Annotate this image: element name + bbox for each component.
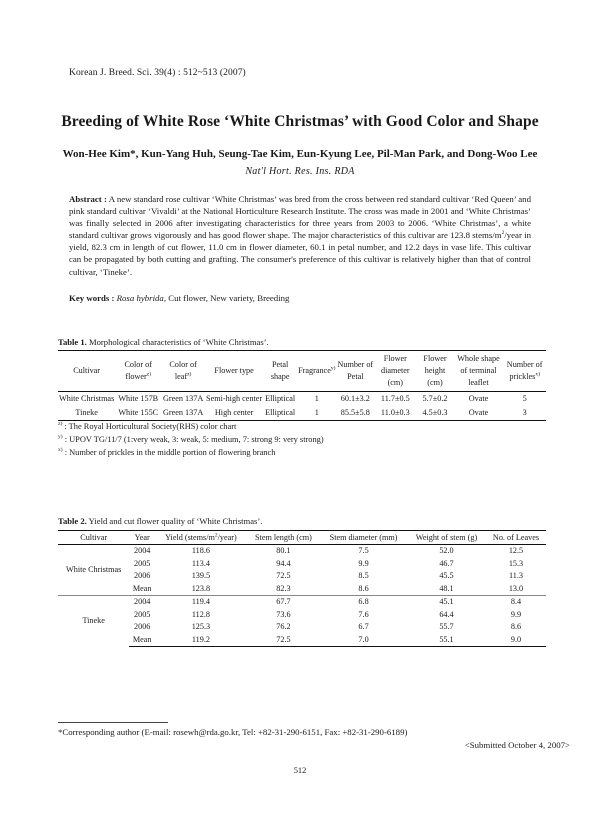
t2-col-cultivar: Cultivar	[58, 531, 129, 545]
table-cell: 6.8	[320, 596, 407, 609]
table-row	[58, 583, 546, 596]
t2-col-yield-sup: 2	[214, 532, 218, 539]
table-cell: 46.7	[439, 558, 454, 568]
t1-note-mark-x: x)	[535, 371, 540, 378]
table2-header-row	[58, 531, 546, 545]
table-cell: 45.5	[439, 571, 454, 580]
table-cell: Mean	[129, 634, 155, 647]
table-cell: Tineke	[75, 408, 98, 417]
t1-col-fragrance	[297, 351, 336, 392]
table-cell: 1	[314, 394, 319, 403]
table-cell: 2006	[134, 622, 151, 631]
keywords-label: Key words :	[69, 293, 115, 303]
table-cell: 12.5	[508, 546, 524, 555]
table-cell: 7.6	[358, 609, 369, 619]
group-label: White Christmas	[66, 564, 122, 574]
t2-col-stem-length: Stem length (cm)	[247, 531, 320, 545]
table-cell: 9.0	[486, 634, 546, 647]
yield-quality-table	[58, 530, 546, 647]
t1-note-mark-z2: z)	[187, 371, 192, 378]
table-cell: 7.5	[358, 546, 369, 555]
table2-caption	[58, 516, 262, 526]
table-cell: 112.8	[191, 609, 210, 619]
table-cell: 80.1	[276, 546, 291, 555]
t2-col-year: Year	[129, 531, 155, 545]
table-cell: 123.8	[191, 583, 211, 593]
table-cell: 8.6	[358, 583, 369, 593]
affiliation: Nat'l Hort. Res. Ins. RDA	[245, 166, 355, 177]
table-row	[58, 558, 546, 571]
table-cell: 85.5±5.8	[340, 408, 370, 417]
table-cell: 64.4	[439, 609, 454, 619]
t1-col-petal-shape	[263, 351, 297, 392]
footnote-divider	[58, 722, 168, 723]
table-cell: 52.0	[439, 546, 454, 555]
table-cell: Green 137A	[162, 394, 204, 403]
table-cell: Mean	[132, 583, 152, 593]
t1-note-mark-z: z)	[146, 371, 152, 378]
t1-col-whole-shape	[454, 351, 504, 392]
table-cell: 55.7	[439, 622, 454, 631]
footnote-mark: y)	[58, 434, 63, 441]
table-row	[58, 392, 546, 407]
table-cell: 5	[522, 394, 527, 403]
table-row	[58, 634, 546, 647]
table-cell: 119.4	[155, 596, 247, 609]
table-cell: 5.7±0.2	[422, 394, 448, 403]
table2-caption-label: Table 2.	[58, 516, 87, 526]
t2-col-stem-diameter: Stem diameter (mm)	[320, 531, 407, 545]
table-row	[58, 596, 546, 609]
footnote-text: : UPOV TG/11/7 (1:very weak, 3: weak, 5: medium, 7: strong 9: very strong)	[62, 435, 324, 444]
table-cell: 125.3	[191, 622, 211, 631]
author-list: Won-Hee Kim*, Kun-Yang Huh, Seung-Tae Kim, Eun-Kyung Lee, Pil-Man Park, and Dong-Woo Lee	[62, 148, 538, 160]
table-cell: 8.4	[486, 596, 546, 609]
table-cell: 13.0	[508, 583, 524, 593]
table-cell: 11.7±0.5	[380, 394, 410, 403]
t1-col-flower-height-text: Flower height (cm)	[423, 354, 447, 387]
table-cell: 2004	[134, 546, 151, 555]
table-cell: Green 137A	[162, 408, 204, 417]
table-cell: Ovate	[468, 408, 489, 417]
journal-citation: Korean J. Breed. Sci. 39(4) : 512~513 (2007)	[69, 68, 246, 78]
t2-col-leaves: No. of Leaves	[486, 531, 546, 545]
table1-footnotes	[58, 420, 324, 459]
table-cell: 2005	[134, 609, 151, 619]
footnote-z	[58, 420, 324, 433]
table-cell: 11.3	[508, 571, 523, 580]
abstract-superscript: 2	[501, 230, 505, 237]
table-cell: 3	[522, 408, 527, 417]
t1-col-cultivar-text: Cultivar	[73, 366, 101, 375]
keywords-species: Rosa hybrida	[116, 293, 164, 303]
morphology-table	[58, 350, 546, 421]
table-cell: 72.5	[247, 634, 320, 647]
t1-col-color-flower	[115, 351, 161, 392]
table-cell: 72.5	[276, 571, 291, 580]
table-cell: Ovate	[468, 394, 489, 403]
table-cell: 113.4	[191, 558, 210, 568]
table-cell: White 157B	[118, 394, 159, 403]
t1-col-whole-shape-text: Whole shape of terminal leaflet	[457, 354, 500, 387]
table-cell: 73.6	[276, 609, 291, 619]
table-cell: 6.7	[358, 622, 369, 631]
t1-col-flower-diameter	[374, 351, 416, 392]
t1-col-fragrance-text: Fragrance	[298, 366, 331, 375]
table-cell: 94.4	[276, 558, 291, 568]
table-cell: 60.1±3.2	[340, 394, 370, 403]
table-cell: 82.3	[276, 583, 291, 593]
t1-col-color-leaf	[161, 351, 205, 392]
table-row	[58, 570, 546, 583]
submission-date: <Submitted October 4, 2007>	[464, 740, 570, 750]
table-cell: 48.1	[439, 583, 454, 593]
t1-col-prickles	[503, 351, 546, 392]
table-cell: 139.5	[191, 571, 211, 580]
table1-caption-text: Morphological characteristics of ‘White Christmas’.	[86, 337, 269, 347]
page-number: 512	[293, 766, 307, 775]
t2-col-yield	[155, 531, 247, 545]
t1-col-flower-height	[416, 351, 453, 392]
keywords-rest: , Cut flower, New variety, Breeding	[163, 293, 290, 303]
table-cell: 76.2	[276, 622, 291, 631]
group-label: Tineke	[58, 596, 129, 647]
table-row	[58, 621, 546, 634]
table-cell: 2005	[134, 558, 151, 568]
t1-col-petal-number	[336, 351, 374, 392]
t1-col-color-leaf-text: Color of leaf	[169, 360, 197, 381]
table-row	[58, 545, 546, 558]
footnote-y	[58, 433, 324, 446]
table-cell: Elliptical	[265, 408, 296, 417]
abstract	[69, 193, 531, 278]
abstract-text-1: A new standard rose cultivar ‘White Christmas’ was bred from the cross between red standard cultivar ‘Red Queen’ and pink standard cultivar ‘Vivaldi’ at the National Horticulture Research Institute. The cross was made in 2001 and ‘White Christmas’ was finally selected in 2006 after investigating characteristics for three years from 2003 to 2006. ‘White Christmas’, a white standard cultivar grows vigorously and has good flower shape. The major characteristics of this cultivar are 123.8 stems/m	[69, 194, 531, 241]
table-cell: 2006	[134, 571, 151, 580]
t1-col-petal-shape-text: Petal shape	[270, 360, 290, 381]
t1-col-color-flower-text: Color of flower	[124, 360, 152, 381]
t1-col-flower-type-text: Flower type	[214, 366, 254, 375]
table-cell: 7.0	[320, 634, 407, 647]
footnote-text: : Number of prickles in the middle portion of flowering branch	[62, 448, 276, 457]
t2-col-yield-unit: /year)	[217, 533, 237, 542]
table-cell: Semi-high center	[206, 394, 263, 403]
abstract-label: Abstract :	[69, 194, 107, 204]
table-cell: 11.0±0.3	[380, 408, 410, 417]
footnote-mark: z)	[58, 421, 63, 428]
table-cell: High center	[214, 408, 254, 417]
table-cell: White 155C	[118, 408, 159, 417]
table-cell: Elliptical	[265, 394, 296, 403]
t1-col-flower-type	[205, 351, 263, 392]
table-cell: 55.1	[407, 634, 486, 647]
table-cell: 4.5±0.3	[422, 408, 448, 417]
abstract-text-2: /year in yield, 82.3 cm in length of cut flower, 11.0 cm in flower diameter, 60.1 in petal number, and 12.2 days in vase life. This cultivar can be propagated by both cutting and grafting. The consumer's preference of this cultivar is relatively higher than that of control cultivar, ‘Tineke’.	[69, 230, 531, 277]
corresponding-author: *Corresponding author (E-mail: rosewh@rda.go.kr, Tel: +82-31-290-6151, Fax: +82-31-290-6189)	[58, 727, 408, 737]
footnote-mark: x)	[58, 447, 63, 454]
table1-caption	[58, 337, 269, 347]
table-cell: 45.1	[407, 596, 486, 609]
table-cell: 119.2	[155, 634, 247, 647]
t1-col-prickles-text: Number of prickles	[506, 360, 543, 381]
table-cell: 1	[314, 408, 319, 417]
table1-caption-label: Table 1.	[58, 337, 87, 347]
table1-header-row	[58, 351, 546, 392]
t1-col-flower-diameter-text: Flower diameter (cm)	[380, 354, 410, 387]
footnote-x	[58, 446, 324, 459]
table-cell: 9.9	[510, 609, 522, 619]
table-cell: 15.3	[508, 558, 524, 568]
keywords	[69, 293, 289, 303]
table-cell: White Christmas	[59, 394, 115, 403]
t1-col-petal-number-text: Number of Petal	[337, 360, 374, 381]
t1-col-cultivar	[58, 351, 115, 392]
table-row	[58, 406, 546, 421]
table-cell: 67.7	[247, 596, 320, 609]
table-cell: 8.5	[358, 571, 369, 580]
table-row	[58, 609, 546, 622]
t1-note-mark-y: y)	[330, 365, 336, 372]
table2-caption-text: Yield and cut flower quality of ‘White Christmas’.	[86, 516, 263, 526]
footnote-text: : The Royal Horticultural Society(RHS) color chart	[62, 422, 237, 431]
table-cell: 118.6	[191, 546, 210, 555]
paper-title: Breeding of White Rose ‘White Christmas’ with Good Color and Shape	[61, 113, 539, 130]
table-cell: 2004	[129, 596, 155, 609]
t2-col-yield-text: Yield (stems/m	[165, 533, 215, 542]
table-cell: 8.6	[510, 622, 522, 631]
t2-col-weight: Weight of stem (g)	[407, 531, 486, 545]
table-cell: 9.9	[358, 558, 369, 568]
